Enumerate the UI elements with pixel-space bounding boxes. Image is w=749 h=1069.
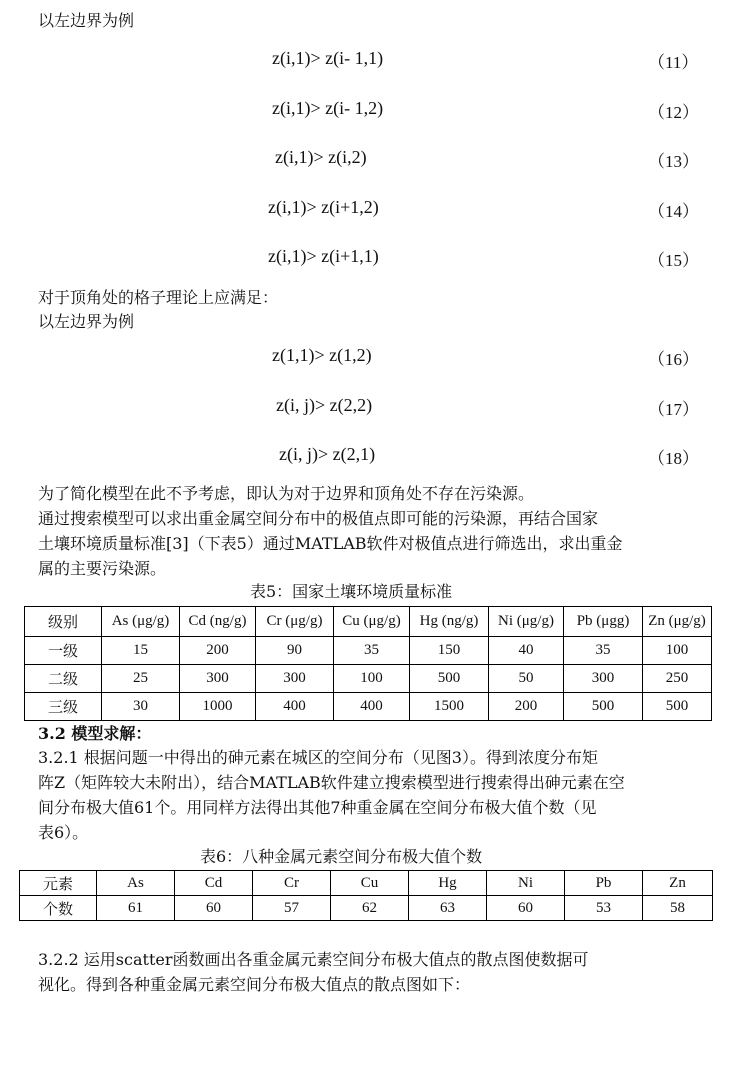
equation-number: （14） <box>648 202 699 221</box>
table-header-cell: Ni <box>487 871 565 896</box>
paragraph-3-line: 阵Z（矩阵较大未附出），结合MATLAB软件建立搜索模型进行搜索得出砷元素在空 <box>38 773 625 792</box>
table-cell: 500 <box>643 693 712 721</box>
table5-caption: 表5：国家土壤环境质量标准 <box>250 582 453 601</box>
equation-14: z(i,1)> z(i+1,2) <box>268 197 379 217</box>
paragraph-2-line: 土壤环境质量标准[3]（下表5）通过MATLAB软件对极值点进行筛选出，求出重金 <box>38 534 623 553</box>
table-cell: 50 <box>489 665 564 693</box>
table-header-cell: Hg (ng/g) <box>410 607 489 637</box>
table-cell: 63 <box>409 896 487 921</box>
table-header-row <box>20 871 713 896</box>
table-row <box>25 637 712 665</box>
table-cell: 62 <box>331 896 409 921</box>
table-cell: 400 <box>334 693 410 721</box>
table-cell: 二级 <box>25 665 102 693</box>
paragraph-3-line: 间分布极大值61个。用同样方法得出其他7种重金属在空间分布极大值个数（见 <box>38 798 597 817</box>
table-header-cell: Cr <box>253 871 331 896</box>
table-cell: 53 <box>565 896 643 921</box>
table-row <box>25 665 712 693</box>
table-row <box>25 693 712 721</box>
equation-12: z(i,1)> z(i- 1,2) <box>272 98 384 118</box>
equation-16: z(1,1)> z(1,2) <box>272 345 372 365</box>
table5 <box>24 606 712 721</box>
table-header-cell: Cu (μg/g) <box>334 607 410 637</box>
table-cell: 三级 <box>25 693 102 721</box>
table-header-cell: Cd <box>175 871 253 896</box>
equation-17: z(i, j)> z(2,2) <box>276 395 373 415</box>
table-cell: 90 <box>256 637 334 665</box>
section-title: 3.2 模型求解： <box>38 724 152 743</box>
paragraph-2-line: 通过搜索模型可以求出重金属空间分布中的极值点即可能的污染源，再结合国家 <box>38 509 599 528</box>
table-cell: 35 <box>564 637 643 665</box>
table-cell: 30 <box>102 693 180 721</box>
table-cell: 个数 <box>20 896 97 921</box>
paragraph-2-line: 属的主要污染源。 <box>38 559 167 578</box>
equation-number: （16） <box>648 350 699 369</box>
equation-15: z(i,1)> z(i+1,1) <box>268 246 379 266</box>
table-cell: 100 <box>643 637 712 665</box>
table-cell: 100 <box>334 665 410 693</box>
table-cell: 1500 <box>410 693 489 721</box>
table-cell: 61 <box>97 896 175 921</box>
table6-caption: 表6：八种金属元素空间分布极大值个数 <box>200 847 483 866</box>
table-row <box>20 896 713 921</box>
equation-number: （17） <box>648 400 699 419</box>
intro-text: 以左边界为例 <box>38 11 135 30</box>
table-header-cell: Cu <box>331 871 409 896</box>
paragraph-4-line: 视化。得到各种重金属元素空间分布极大值点的散点图如下： <box>38 975 471 994</box>
equation-number: （11） <box>648 53 699 72</box>
table-cell: 500 <box>564 693 643 721</box>
table-cell: 200 <box>180 637 256 665</box>
table-cell: 400 <box>256 693 334 721</box>
table-header-cell: Zn (μg/g) <box>643 607 712 637</box>
table-cell: 58 <box>643 896 713 921</box>
table-cell: 15 <box>102 637 180 665</box>
paragraph-4-line: 3.2.2 运用scatter函数画出各重金属元素空间分布极大值点的散点图使数据可 <box>38 950 589 969</box>
equation-11: z(i,1)> z(i- 1,1) <box>272 48 384 68</box>
equation-number: （12） <box>648 103 699 122</box>
table-cell: 1000 <box>180 693 256 721</box>
table-cell: 300 <box>256 665 334 693</box>
table-header-cell: Hg <box>409 871 487 896</box>
table-header-cell: Zn <box>643 871 713 896</box>
paragraph-1: 为了简化模型在此不予考虑，即认为对于边界和顶角处不存在污染源。 <box>38 484 535 503</box>
table-header-cell: Pb <box>565 871 643 896</box>
paragraph-3-line: 表6）。 <box>38 823 89 842</box>
paragraph-3-line: 3.2.1 根据问题一中得出的砷元素在城区的空间分布（见图3）。得到浓度分布矩 <box>38 748 598 767</box>
table-header-cell: Cd (ng/g) <box>180 607 256 637</box>
table-cell: 35 <box>334 637 410 665</box>
equation-13: z(i,1)> z(i,2) <box>275 147 367 167</box>
table-cell: 60 <box>175 896 253 921</box>
table-cell: 150 <box>410 637 489 665</box>
equation-number: （18） <box>648 449 699 468</box>
table-cell: 250 <box>643 665 712 693</box>
table-cell: 40 <box>489 637 564 665</box>
corner-text: 对于顶角处的格子理论上应满足： <box>38 288 279 307</box>
table-cell: 25 <box>102 665 180 693</box>
table-cell: 300 <box>180 665 256 693</box>
table-cell: 200 <box>489 693 564 721</box>
table-header-cell: Cr (μg/g) <box>256 607 334 637</box>
table-cell: 60 <box>487 896 565 921</box>
table-cell: 一级 <box>25 637 102 665</box>
table-header-cell: Pb (μgg) <box>564 607 643 637</box>
equation-18: z(i, j)> z(2,1) <box>279 444 376 464</box>
table-cell: 300 <box>564 665 643 693</box>
table-cell: 500 <box>410 665 489 693</box>
intro-text-2: 以左边界为例 <box>38 312 135 331</box>
table-header-cell: As (μg/g) <box>102 607 180 637</box>
table6 <box>19 870 713 921</box>
table-cell: 57 <box>253 896 331 921</box>
table-header-row <box>25 607 712 637</box>
table-header-cell: Ni (μg/g) <box>489 607 564 637</box>
table-header-cell: 级别 <box>25 607 102 637</box>
table-header-cell: As <box>97 871 175 896</box>
equation-number: （15） <box>648 251 699 270</box>
equation-number: （13） <box>648 152 699 171</box>
table-header-cell: 元素 <box>20 871 97 896</box>
